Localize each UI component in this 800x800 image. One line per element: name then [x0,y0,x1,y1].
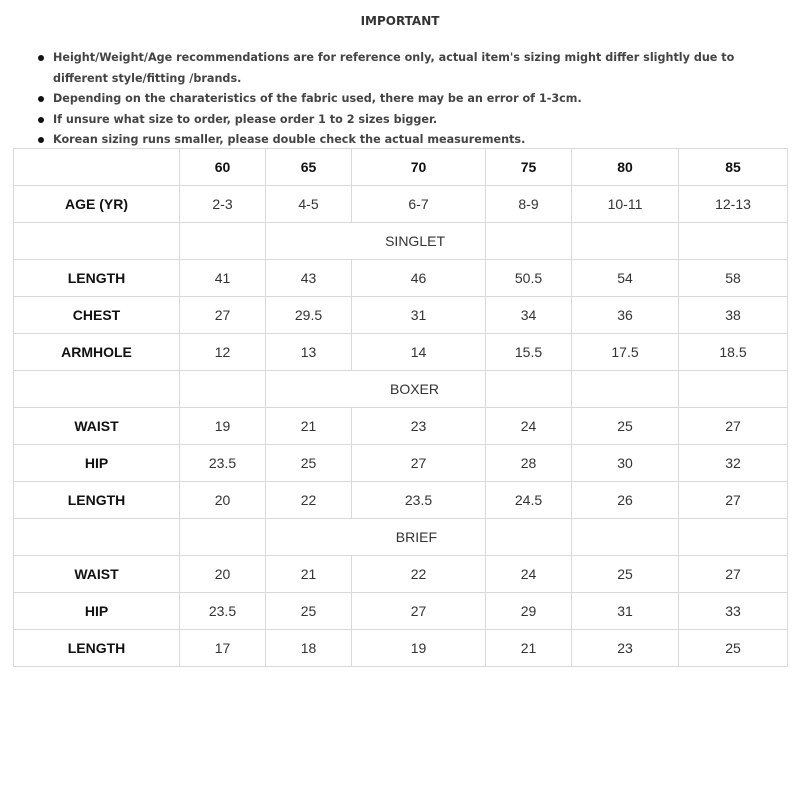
empty-cell [486,223,572,260]
table-cell: 25 [679,630,788,667]
table-cell: 31 [352,297,486,334]
table-cell: 15.5 [486,334,572,371]
section-header-row [14,519,788,556]
table-cell: 12-13 [679,186,788,223]
table-cell: 2-3 [180,186,266,223]
note-item: If unsure what size to order, please order 1 to 2 sizes bigger. [36,110,788,131]
table-cell: 38 [679,297,788,334]
table-cell: 23.5 [180,593,266,630]
table-cell: 24.5 [486,482,572,519]
section-label: BRIEF [266,519,486,556]
table-cell: 25 [572,556,679,593]
empty-cell [180,223,266,260]
row-label: AGE (YR) [14,186,180,223]
important-notes-list [36,48,788,151]
size-header-cell: 75 [486,149,572,186]
table-cell: 21 [266,556,352,593]
table-cell: 25 [266,445,352,482]
note-item: Height/Weight/Age recommendations are for reference only, actual item's sizing might differ slightly due to different style/fitting /brands. [36,48,788,89]
table-cell: 23.5 [180,445,266,482]
table-row [14,260,788,297]
table-row [14,556,788,593]
age-row [14,186,788,223]
table-cell: 23 [572,630,679,667]
table-cell: 29 [486,593,572,630]
table-row [14,630,788,667]
table-cell: 24 [486,556,572,593]
table-row [14,445,788,482]
table-cell: 10-11 [572,186,679,223]
table-cell: 27 [352,593,486,630]
page-title: IMPORTANT [360,14,440,28]
size-header-cell: 80 [572,149,679,186]
table-cell: 33 [679,593,788,630]
empty-cell [180,371,266,408]
empty-cell [14,519,180,556]
size-header-cell: 65 [266,149,352,186]
table-cell: 17 [180,630,266,667]
table-cell: 20 [180,482,266,519]
row-label: HIP [14,445,180,482]
table-cell: 27 [352,445,486,482]
table-cell: 34 [486,297,572,334]
note-item: Depending on the charateristics of the fabric used, there may be an error of 1-3cm. [36,89,788,110]
table-cell: 22 [266,482,352,519]
note-item: Korean sizing runs smaller, please double check the actual measurements. [36,130,788,151]
table-cell: 8-9 [486,186,572,223]
table-cell: 54 [572,260,679,297]
row-label: LENGTH [14,260,180,297]
empty-cell [180,519,266,556]
empty-cell [572,371,679,408]
size-header-cell: 60 [180,149,266,186]
row-label: HIP [14,593,180,630]
table-cell: 58 [679,260,788,297]
table-cell: 17.5 [572,334,679,371]
empty-cell [572,519,679,556]
table-cell: 26 [572,482,679,519]
table-cell: 18 [266,630,352,667]
table-cell: 50.5 [486,260,572,297]
table-cell: 14 [352,334,486,371]
table-row [14,482,788,519]
table-cell: 12 [180,334,266,371]
row-label: ARMHOLE [14,334,180,371]
table-cell: 19 [352,630,486,667]
empty-cell [679,223,788,260]
table-cell: 6-7 [352,186,486,223]
table-cell: 21 [486,630,572,667]
table-cell: 19 [180,408,266,445]
size-header-cell: 85 [679,149,788,186]
table-cell: 28 [486,445,572,482]
table-cell: 22 [352,556,486,593]
table-cell: 27 [679,482,788,519]
size-header-row [14,149,788,186]
table-cell: 24 [486,408,572,445]
table-cell: 29.5 [266,297,352,334]
table-cell: 31 [572,593,679,630]
size-chart-table [13,148,788,667]
table-cell: 20 [180,556,266,593]
table-cell: 25 [572,408,679,445]
table-cell: 27 [679,556,788,593]
table-row [14,408,788,445]
table-cell: 27 [679,408,788,445]
row-label: LENGTH [14,482,180,519]
table-cell: 32 [679,445,788,482]
table-row [14,593,788,630]
row-label: WAIST [14,408,180,445]
empty-cell [572,223,679,260]
section-header-row [14,371,788,408]
table-cell: 41 [180,260,266,297]
section-label: SINGLET [266,223,486,260]
empty-cell [14,223,180,260]
table-cell: 13 [266,334,352,371]
table-cell: 18.5 [679,334,788,371]
empty-cell [679,371,788,408]
table-cell: 4-5 [266,186,352,223]
empty-cell [14,371,180,408]
table-corner-cell [14,149,180,186]
empty-cell [486,519,572,556]
table-cell: 43 [266,260,352,297]
table-cell: 30 [572,445,679,482]
size-header-cell: 70 [352,149,486,186]
table-cell: 36 [572,297,679,334]
table-cell: 23.5 [352,482,486,519]
table-row [14,297,788,334]
row-label: LENGTH [14,630,180,667]
row-label: CHEST [14,297,180,334]
section-header-row [14,223,788,260]
table-cell: 46 [352,260,486,297]
table-row [14,334,788,371]
table-cell: 27 [180,297,266,334]
row-label: WAIST [14,556,180,593]
section-label: BOXER [266,371,486,408]
empty-cell [679,519,788,556]
table-cell: 23 [352,408,486,445]
table-cell: 25 [266,593,352,630]
empty-cell [486,371,572,408]
table-cell: 21 [266,408,352,445]
